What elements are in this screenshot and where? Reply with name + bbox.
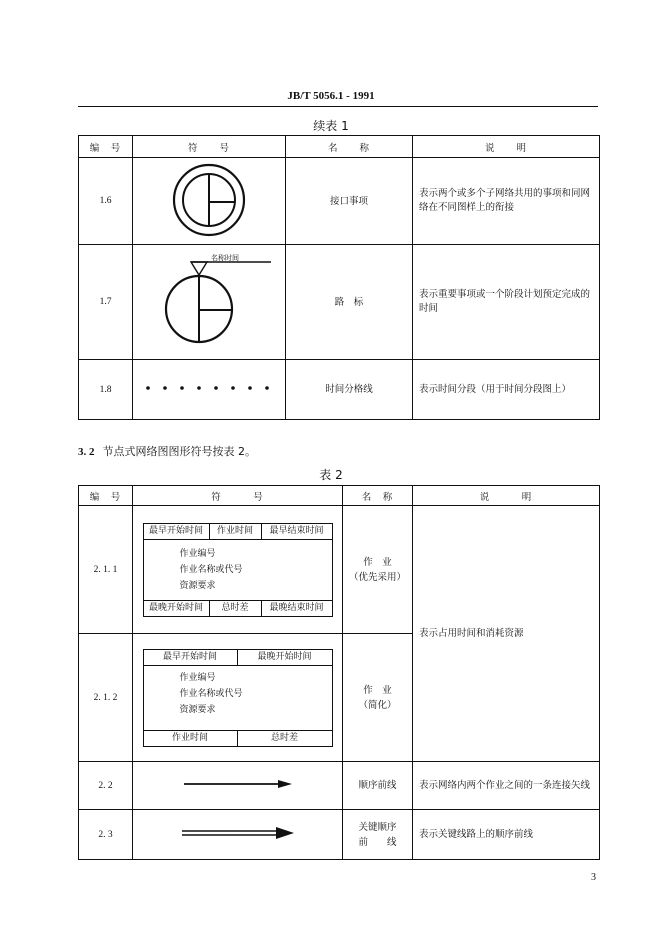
- table2-caption: 表 2: [319, 468, 343, 482]
- node-cell: 最早结束时间: [269, 525, 324, 536]
- col-header-symbol: 符 号: [133, 136, 286, 158]
- row-number: 2. 1. 1: [79, 506, 133, 634]
- table-row: [79, 360, 600, 420]
- table1: [78, 135, 600, 420]
- col-header-number: 编 号: [79, 136, 133, 158]
- node-bottom-row: [144, 601, 332, 616]
- double-arrow-icon: [180, 826, 296, 840]
- node-cell: 总时差: [210, 601, 262, 616]
- milestone-circle-icon: [139, 248, 279, 356]
- header-rule: [78, 106, 598, 107]
- double-circle-icon: [169, 162, 249, 238]
- node-line: 作业编号: [179, 672, 216, 683]
- section-number: 3. 2: [78, 446, 95, 458]
- node-line: 作业名称或代号: [179, 688, 243, 699]
- milestone-label: 名称时间: [211, 254, 239, 262]
- row-desc: 表示两个或多个子网络共用的事项和同网络在不同图样上的衔接: [413, 158, 600, 245]
- row-name: 时间分格线: [286, 360, 413, 420]
- node-cell: 作业时间: [144, 731, 238, 746]
- section-heading: [78, 443, 256, 459]
- col-header-desc: 说 明: [413, 486, 600, 506]
- row-name: 接口事项: [286, 158, 413, 245]
- col-header-number: 编 号: [79, 486, 133, 506]
- row-name-line2: （简化）: [358, 699, 397, 711]
- row-desc: 表示网络内两个作业之间的一条连接矢线: [413, 762, 600, 810]
- row-desc: 表示关键线路上的顺序前线: [413, 810, 600, 860]
- node-cell: 最晚结束时间: [269, 602, 324, 613]
- row-number: 1.6: [79, 158, 133, 245]
- standard-number-header: JB/T 5056.1 - 1991: [287, 90, 375, 102]
- row-number: 2. 2: [79, 762, 133, 810]
- node-cell: 最早开始时间: [144, 650, 238, 665]
- table2-header-row: [79, 486, 600, 506]
- milestone-symbol: [133, 245, 286, 360]
- time-grid-symbol: [133, 360, 286, 420]
- node-cell: 作业时间: [210, 524, 262, 539]
- row-number: 1.8: [79, 360, 133, 420]
- row-name-line1: 作 业: [363, 556, 392, 568]
- node-cell: 最早开始时间: [144, 524, 210, 539]
- table-row: [79, 506, 600, 634]
- node-line: 资源要求: [179, 704, 216, 715]
- activity-node-simple-symbol: [133, 634, 343, 762]
- node-cell: 最晚开始时间: [144, 601, 210, 616]
- row-name: [343, 810, 413, 860]
- node-cell: 总时差: [270, 732, 298, 743]
- row-desc: 表示重要事项或一个阶段计划预定完成的时间: [413, 245, 600, 360]
- sequence-arrow-symbol: [133, 762, 343, 810]
- table2: [78, 485, 600, 860]
- shared-desc: 表示占用时间和消耗资源: [413, 506, 600, 762]
- row-name-line2: （优先采用）: [348, 571, 406, 583]
- page-number: 3: [591, 872, 596, 883]
- node-line: 作业名称或代号: [179, 564, 243, 575]
- node-middle: [144, 539, 332, 601]
- table-row: [79, 762, 600, 810]
- table-row: [79, 245, 600, 360]
- row-desc: 表示时间分段（用于时间分段图上）: [413, 360, 600, 420]
- activity-node-box: [143, 523, 333, 617]
- row-number: 1.7: [79, 245, 133, 360]
- section-text: 节点式网络图图形符号按表 2。: [102, 445, 256, 458]
- node-bottom-row: [144, 731, 332, 746]
- interface-event-symbol: [133, 158, 286, 245]
- activity-node-box: [143, 649, 333, 747]
- row-name: [343, 506, 413, 634]
- row-name: [343, 634, 413, 762]
- row-name: 路 标: [286, 245, 413, 360]
- node-line: 作业编号: [179, 548, 216, 559]
- row-name-line2: 前 线: [358, 836, 397, 848]
- dotted-line-icon: [144, 383, 274, 393]
- row-name: 顺序前线: [343, 762, 413, 810]
- col-header-name: 名 称: [286, 136, 413, 158]
- node-line: 资源要求: [179, 580, 216, 591]
- critical-arrow-symbol: [133, 810, 343, 860]
- node-cell: 最晚开始时间: [257, 651, 312, 662]
- col-header-name: 名 称: [343, 486, 413, 506]
- node-top-row: [144, 650, 332, 665]
- node-top-row: [144, 524, 332, 539]
- thin-arrow-icon: [182, 779, 294, 789]
- table-row: [79, 158, 600, 245]
- node-middle: [144, 665, 332, 731]
- activity-node-full-symbol: [133, 506, 343, 634]
- table1-header-row: [79, 136, 600, 158]
- col-header-desc: 说 明: [413, 136, 600, 158]
- row-name-line1: 作 业: [363, 684, 392, 696]
- table-row: [79, 810, 600, 860]
- table1-caption: 续表 1: [313, 119, 349, 133]
- row-number: 2. 3: [79, 810, 133, 860]
- row-name-line1: 关键顺序: [358, 821, 397, 833]
- row-number: 2. 1. 2: [79, 634, 133, 762]
- col-header-symbol: 符 号: [133, 486, 343, 506]
